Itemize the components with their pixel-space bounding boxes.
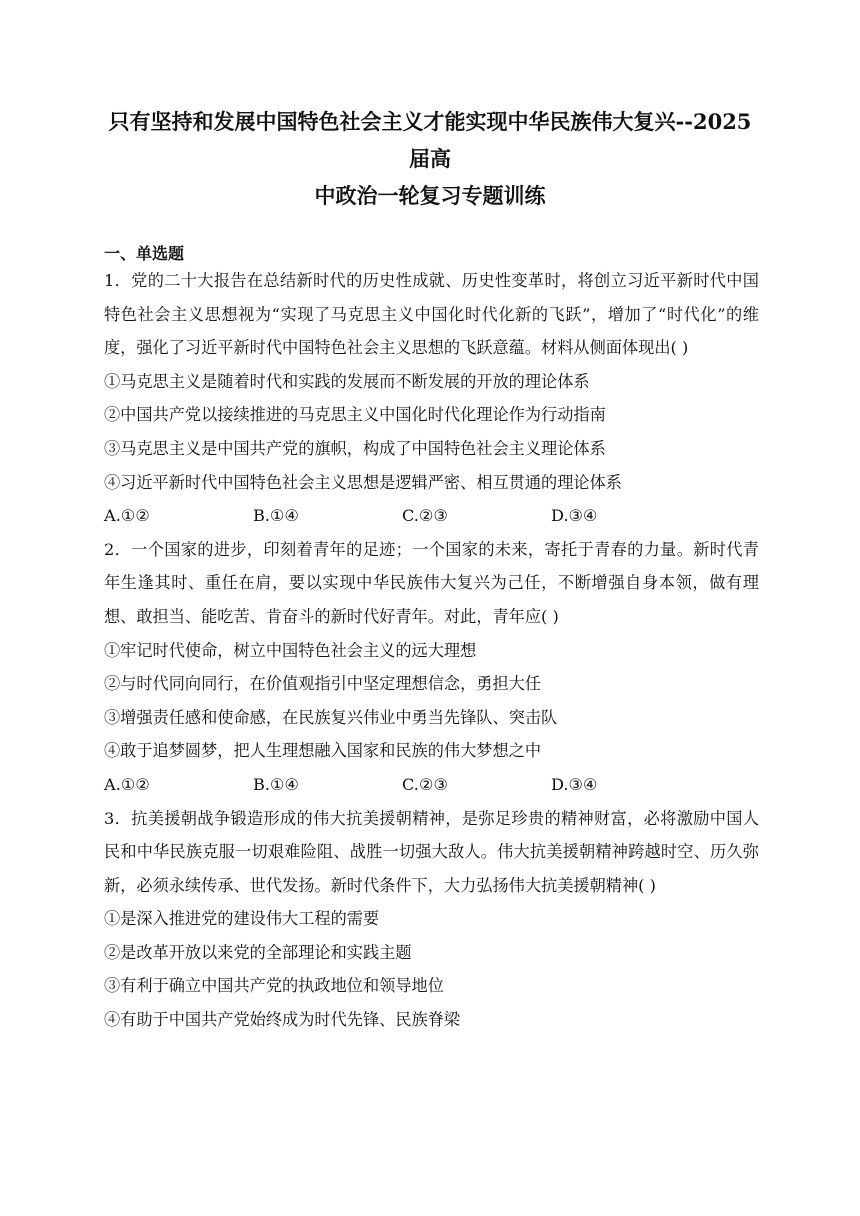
choice-d: D.③④ xyxy=(551,774,598,794)
statement-option: ③有利于确立中国共产党的执政地位和领导地位 xyxy=(104,976,444,996)
statement-option: ②与时代同向同行，在价值观指引中坚定理想信念，勇担大任 xyxy=(104,674,542,694)
statement-option: ④敢于追梦圆梦，把人生理想融入国家和民族的伟大梦想之中 xyxy=(104,741,542,761)
choice-c: C.②③ xyxy=(402,506,448,526)
statement-option: ④有助于中国共产党始终成为时代先锋、民族脊梁 xyxy=(104,1010,461,1030)
question-list xyxy=(104,264,759,1037)
statement-option: ②是改革开放以来党的全部理论和实践主题 xyxy=(104,942,412,962)
question-2 xyxy=(104,533,759,802)
question-3 xyxy=(104,802,759,1037)
answer-choices xyxy=(104,499,759,533)
statement-option: ③马克思主义是中国共产党的旗帜，构成了中国特色社会主义理论体系 xyxy=(104,438,606,458)
statement-option: ①是深入推进党的建设伟大工程的需要 xyxy=(104,909,380,929)
answer-choices xyxy=(104,768,759,802)
question-stem: 2．一个国家的进步，印刻着青年的足迹；一个国家的未来，寄托于青春的力量。新时代青年生逢其时、重任在肩，要以实现中华民族伟大复兴为己任，不断增强自身本领，做有理想、敢担当、能吃苦、肯奋斗的新时代好青年。对此，青年应( ) xyxy=(104,539,759,626)
document-title xyxy=(100,103,760,214)
choice-c: C.②③ xyxy=(402,774,448,794)
choice-a: A.①② xyxy=(104,506,150,526)
statement-option: ④习近平新时代中国特色社会主义思想是逻辑严密、相互贯通的理论体系 xyxy=(104,472,622,492)
choice-b: B.①④ xyxy=(253,774,300,794)
section-heading: 一、单选题 xyxy=(104,244,185,263)
title-line-2: 中政治一轮复习专题训练 xyxy=(314,183,546,208)
choice-b: B.①④ xyxy=(253,506,300,526)
question-1 xyxy=(104,264,759,533)
choice-a: A.①② xyxy=(104,774,150,794)
question-stem: 1．党的二十大报告在总结新时代的历史性成就、历史性变革时，将创立习近平新时代中国特色社会主义思想视为“实现了马克思主义中国化时代化新的飞跃”，增加了“时代化”的维度，强化了习近平新时代中国特色社会主义思想的飞跃意蕴。材料从侧面体现出( ) xyxy=(104,271,759,358)
title-line-1: 只有坚持和发展中国特色社会主义才能实现中华民族伟大复兴--2025届高 xyxy=(108,109,752,171)
statement-option: ③增强责任感和使命感，在民族复兴伟业中勇当先锋队、突击队 xyxy=(104,707,558,727)
question-stem: 3．抗美援朝战争锻造形成的伟大抗美援朝精神，是弥足珍贵的精神财富，必将激励中国人民和中华民族克服一切艰难险阻、战胜一切强大敌人。伟大抗美援朝精神跨越时空、历久弥新，必须永续传承、世代发扬。新时代条件下，大力弘扬伟大抗美援朝精神( ) xyxy=(104,808,759,895)
statement-option: ②中国共产党以接续推进的马克思主义中国化时代化理论作为行动指南 xyxy=(104,405,606,425)
statement-option: ①马克思主义是随着时代和实践的发展而不断发展的开放的理论体系 xyxy=(104,371,590,391)
statement-option: ①牢记时代使命，树立中国特色社会主义的远大理想 xyxy=(104,640,477,660)
choice-d: D.③④ xyxy=(551,506,598,526)
